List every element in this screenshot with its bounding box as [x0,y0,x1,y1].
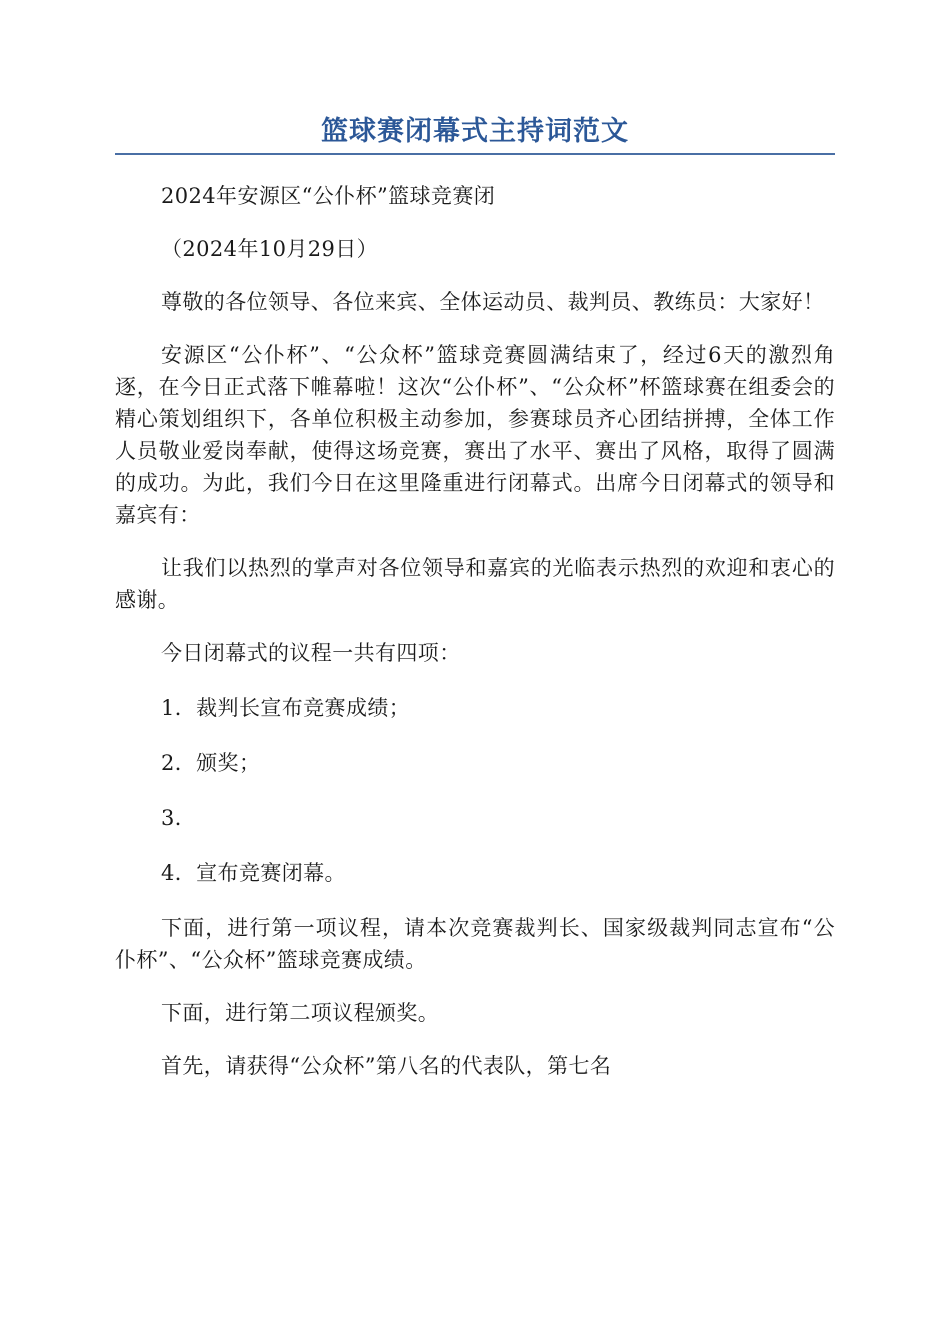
greeting-paragraph: 尊敬的各位领导、各位来宾、全体运动员、裁判员、教练员：大家好！ [161,290,825,314]
thanks-paragraph: 让我们以热烈的掌声对各位领导和嘉宾的光临表示热烈的欢迎和衷心的感谢。 [115,556,835,612]
event-heading: 2024年安源区“公仆杯”篮球竞赛闭 [161,184,496,208]
opening-paragraph: 安源区“公仆杯”、“公众杯”篮球竞赛圆满结束了，经过6天的激烈角逐，在今日正式落下帷幕啦！这次“公仆杯”、“公众杯”杯篮球赛在组委会的精心策划组织下，各单位积极主动参加，参赛球员齐心团结拼搏，全体工作人员敬业爱岗奉献，使得这场竞赛，赛出了水平、赛出了风格，取得了圆满的成功。为此，我们今日在这里隆重进行闭幕式。出席今日闭幕式的领导和嘉宾有： [115,343,835,527]
agenda-item-4: 4．宣布竞赛闭幕。 [161,861,346,885]
agenda-item-1: 1．裁判长宣布竞赛成绩； [161,696,411,720]
title-underline [115,153,835,155]
document-title: 篮球赛闭幕式主持词范文 [321,116,629,147]
document-page [115,112,835,1103]
agenda-step-1-paragraph: 下面，进行第一项议程，请本次竞赛裁判长、国家级裁判同志宣布“公仆杯”、“公众杯”篮球竞赛成绩。 [115,916,835,972]
agenda-step-2-paragraph: 下面，进行第二项议程颁奖。 [161,1001,440,1025]
agenda-item-2: 2．颁奖； [161,751,261,775]
event-date: （2024年10月29日） [161,237,379,261]
document-body [115,180,835,1082]
agenda-item-3: 3． [161,806,197,830]
awards-paragraph: 首先，请获得“公众杯”第八名的代表队，第七名 [161,1054,612,1078]
agenda-intro: 今日闭幕式的议程一共有四项： [161,641,461,665]
